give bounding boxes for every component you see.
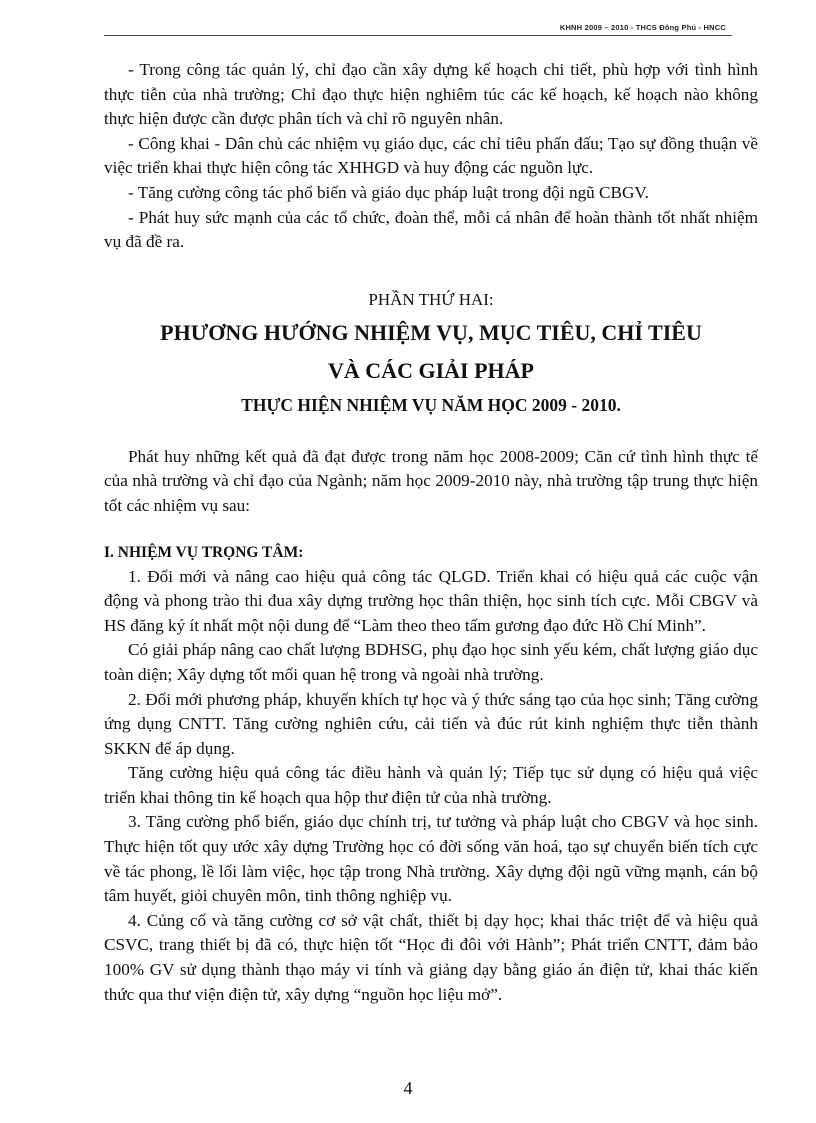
bullet-paragraph: - Trong công tác quản lý, chỉ đạo cần xây dựng kế hoạch chi tiết, phù hợp với tình hình thực tiễn của nhà trường; Chỉ đạo thực hiện nghiêm túc các kế hoạch, kế hoạch nào không thực hiện được cần được phân tích và chỉ rõ nguyên nhân.	[104, 60, 758, 129]
task-paragraph: 4. Củng cố và tăng cường cơ sở vật chất, thiết bị dạy học; khai thác triệt để và hiệu quả CSVC, trang thiết bị đã có, thực hiện tốt “Học đi đôi với Hành”; Phát triển CNTT, đảm bảo 100% GV sử dụng thành thạo máy vi tính và giảng dạy bằng giáo án điện tử, khai thác kiến thức qua thư viện điện tử, xây dựng “nguồn học liệu mở”.	[104, 910, 758, 1004]
task-paragraph: Có giải pháp nâng cao chất lượng BDHSG, phụ đạo học sinh yếu kém, chất lượng giáo dục toàn diện; Xây dựng tốt mối quan hệ trong và ngoài nhà trường.	[104, 640, 758, 684]
part-title-line-1: PHƯƠNG HƯỚNG NHIỆM VỤ, MỤC TIÊU, CHỈ TIÊU	[160, 319, 702, 345]
part-label: PHẦN THỨ HAI:	[368, 289, 494, 309]
page-body	[104, 58, 758, 1007]
part-title-line-2: VÀ CÁC GIẢI PHÁP	[328, 357, 534, 383]
bullet-paragraph: - Công khai - Dân chủ các nhiệm vụ giáo dục, các chỉ tiêu phấn đấu; Tạo sự đồng thuận về việc triển khai thực hiện công tác XHHGD và huy động các nguồn lực.	[104, 133, 758, 178]
bullet-paragraph: - Phát huy sức mạnh của các tổ chức, đoàn thể, mỗi cá nhân để hoàn thành tốt nhất nhiệm vụ đã đề ra.	[104, 207, 758, 252]
section-heading: I. NHIỆM VỤ TRỌNG TÂM:	[104, 543, 304, 561]
intro-paragraph: Phát huy những kết quả đã đạt được trong năm học 2008-2009; Căn cứ tình hình thực tế của nhà trường và chỉ đạo của Ngành; năm học 2009-2010 này, nhà trường tập trung thực hiện tốt các nhiệm vụ sau:	[104, 446, 758, 515]
bullet-paragraph: - Tăng cường công tác phổ biến và giáo dục pháp luật trong đội ngũ CBGV.	[128, 182, 649, 202]
task-paragraph: 3. Tăng cường phổ biến, giáo dục chính trị, tư tưởng và pháp luật cho CBGV và học sinh. Thực hiện tốt quy ước xây dựng Trường học có đời sống văn hoá, tạo sự chuyển biến tích cực về tác phong, lề lối làm việc, học tập trong Nhà trường. Xây dựng đội ngũ vững mạnh, cán bộ tâm huyết, giỏi chuyên môn, tinh thông nghiệp vụ.	[104, 812, 758, 906]
page-header	[104, 23, 732, 36]
part-subtitle: THỰC HIỆN NHIỆM VỤ NĂM HỌC 2009 - 2010.	[241, 394, 621, 415]
task-paragraph: Tăng cường hiệu quả công tác điều hành và quản lý; Tiếp tục sử dụng có hiệu quả việc triển khai thông tin kế hoạch qua hộp thư điện tử của nhà trường.	[104, 763, 758, 807]
page-number: 4	[403, 1078, 413, 1098]
task-paragraph: 2. Đổi mới phương pháp, khuyến khích tự học và ý thức sáng tạo của học sinh; Tăng cường ứng dụng CNTT. Tăng cường nghiên cứu, cải tiến và đúc rút kinh nghiệm thực tiễn thành SKKN để áp dụng.	[104, 689, 758, 758]
header-text: KHNH 2009 – 2010 - THCS Đông Phú - HNCC	[559, 23, 726, 32]
task-paragraph: 1. Đổi mới và nâng cao hiệu quả công tác QLGD. Triển khai có hiệu quả các cuộc vận động và phong trào thi đua xây dựng trường học thân thiện, học sinh tích cực. Mỗi CBGV và HS đăng ký ít nhất một nội dung để “Làm theo theo tấm gương đạo đức Hồ Chí Minh”.	[104, 566, 758, 635]
